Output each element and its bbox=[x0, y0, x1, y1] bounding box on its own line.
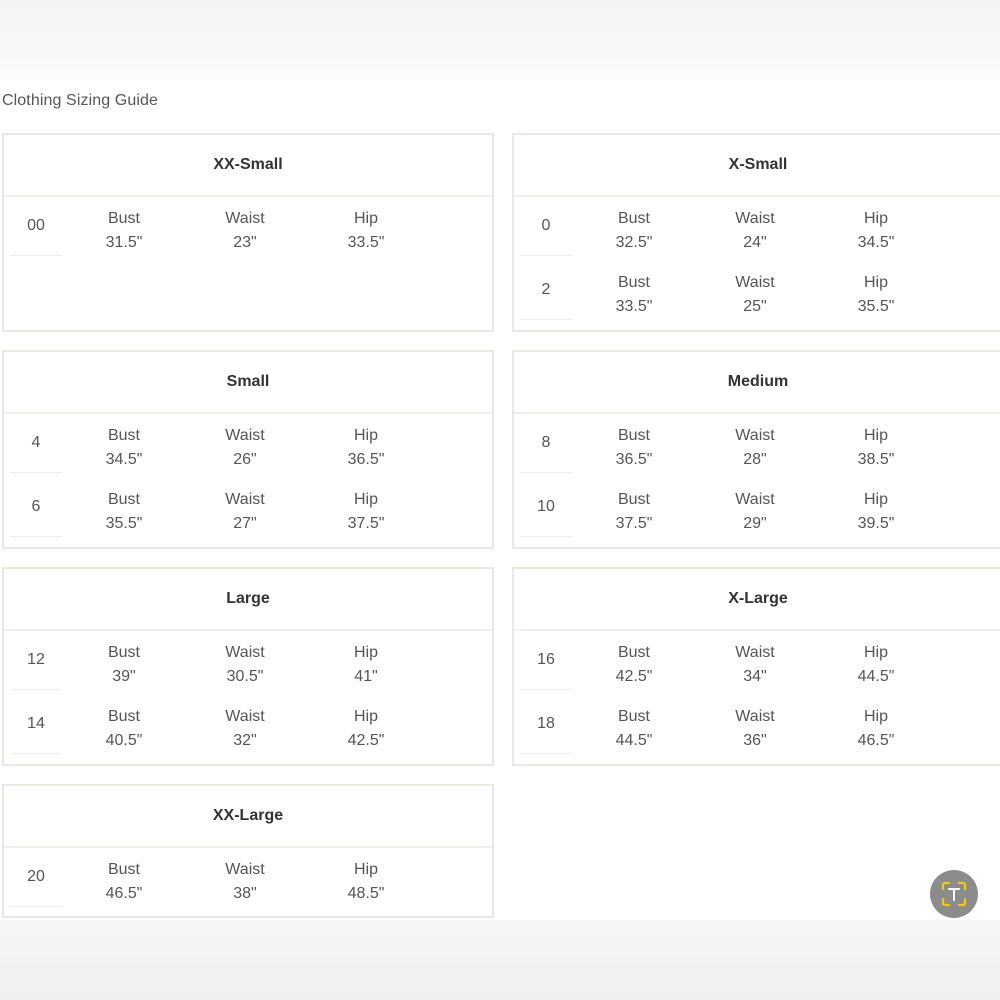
hip-label: Hip bbox=[863, 644, 888, 661]
waist-measurement bbox=[710, 424, 800, 472]
hip-measurement bbox=[321, 207, 411, 255]
hip-label: Hip bbox=[353, 708, 378, 725]
hip-label: Hip bbox=[353, 644, 378, 661]
waist-label: Waist bbox=[225, 427, 265, 444]
hip-measurement bbox=[831, 641, 921, 689]
bust-value: 40.5" bbox=[105, 732, 143, 749]
bust-label: Bust bbox=[107, 708, 140, 725]
size-row bbox=[4, 631, 492, 695]
hip-value: 37.5" bbox=[347, 515, 385, 532]
waist-value: 27" bbox=[233, 515, 257, 532]
size-number: 18 bbox=[520, 695, 572, 754]
bust-value: 36.5" bbox=[615, 451, 653, 468]
hip-value: 41" bbox=[354, 668, 378, 685]
waist-label: Waist bbox=[735, 708, 775, 725]
hip-measurement bbox=[831, 207, 921, 255]
bust-label: Bust bbox=[617, 708, 650, 725]
waist-value: 25" bbox=[743, 298, 767, 315]
bust-measurement bbox=[589, 271, 679, 319]
size-row bbox=[4, 848, 492, 912]
size-number: 6 bbox=[10, 478, 62, 537]
bust-measurement bbox=[589, 705, 679, 753]
hip-measurement bbox=[831, 488, 921, 536]
size-row bbox=[4, 197, 492, 261]
bust-label: Bust bbox=[107, 861, 140, 878]
card-title: Large bbox=[4, 569, 492, 631]
text-scan-icon bbox=[940, 880, 968, 908]
waist-measurement bbox=[710, 641, 800, 689]
bust-label: Bust bbox=[107, 210, 140, 227]
hip-label: Hip bbox=[353, 427, 378, 444]
waist-label: Waist bbox=[735, 210, 775, 227]
hip-label: Hip bbox=[863, 427, 888, 444]
bust-label: Bust bbox=[617, 210, 650, 227]
size-row bbox=[514, 695, 1000, 759]
bust-value: 44.5" bbox=[615, 732, 653, 749]
size-number: 14 bbox=[10, 695, 62, 754]
bust-value: 42.5" bbox=[615, 668, 653, 685]
waist-label: Waist bbox=[225, 644, 265, 661]
size-row bbox=[514, 414, 1000, 478]
size-number: 8 bbox=[520, 414, 572, 473]
card-title: XX-Small bbox=[4, 135, 492, 197]
size-number: 2 bbox=[520, 261, 572, 320]
waist-measurement bbox=[200, 207, 290, 255]
bust-measurement bbox=[589, 424, 679, 472]
size-row bbox=[514, 197, 1000, 261]
hip-value: 34.5" bbox=[857, 234, 895, 251]
hip-measurement bbox=[831, 424, 921, 472]
bust-value: 32.5" bbox=[615, 234, 653, 251]
card-title: XX-Large bbox=[4, 786, 492, 848]
waist-label: Waist bbox=[225, 708, 265, 725]
size-card-xx-large bbox=[2, 784, 494, 918]
hip-label: Hip bbox=[863, 210, 888, 227]
size-number: 00 bbox=[10, 197, 62, 256]
hip-value: 44.5" bbox=[857, 668, 895, 685]
size-number: 16 bbox=[520, 631, 572, 690]
bust-label: Bust bbox=[617, 644, 650, 661]
waist-value: 24" bbox=[743, 234, 767, 251]
bust-value: 35.5" bbox=[105, 515, 143, 532]
waist-label: Waist bbox=[225, 491, 265, 508]
hip-value: 36.5" bbox=[347, 451, 385, 468]
size-row bbox=[514, 478, 1000, 542]
bust-value: 34.5" bbox=[105, 451, 143, 468]
size-card-xx-small bbox=[2, 133, 494, 332]
waist-measurement bbox=[200, 705, 290, 753]
waist-label: Waist bbox=[225, 210, 265, 227]
hip-measurement bbox=[321, 424, 411, 472]
hip-label: Hip bbox=[353, 861, 378, 878]
waist-label: Waist bbox=[735, 491, 775, 508]
bust-label: Bust bbox=[107, 644, 140, 661]
hip-label: Hip bbox=[353, 210, 378, 227]
size-row bbox=[4, 695, 492, 759]
size-card-x-small bbox=[512, 133, 1000, 332]
size-card-large bbox=[2, 567, 494, 766]
waist-value: 29" bbox=[743, 515, 767, 532]
hip-value: 35.5" bbox=[857, 298, 895, 315]
waist-label: Waist bbox=[735, 427, 775, 444]
bottom-background bbox=[0, 920, 1000, 1000]
hip-label: Hip bbox=[863, 708, 888, 725]
bust-measurement bbox=[79, 207, 169, 255]
waist-value: 32" bbox=[233, 732, 257, 749]
bust-value: 46.5" bbox=[105, 885, 143, 902]
size-row bbox=[514, 261, 1000, 325]
text-scan-button[interactable] bbox=[930, 870, 978, 918]
waist-label: Waist bbox=[735, 644, 775, 661]
size-number: 4 bbox=[10, 414, 62, 473]
size-number: 0 bbox=[520, 197, 572, 256]
bust-value: 31.5" bbox=[105, 234, 143, 251]
bust-label: Bust bbox=[617, 491, 650, 508]
waist-label: Waist bbox=[225, 861, 265, 878]
hip-measurement bbox=[831, 271, 921, 319]
bust-measurement bbox=[79, 488, 169, 536]
bust-measurement bbox=[79, 705, 169, 753]
hip-measurement bbox=[321, 858, 411, 906]
waist-measurement bbox=[710, 271, 800, 319]
bust-measurement bbox=[589, 488, 679, 536]
card-title: X-Small bbox=[514, 135, 1000, 197]
bust-label: Bust bbox=[107, 427, 140, 444]
waist-value: 36" bbox=[743, 732, 767, 749]
size-row bbox=[4, 414, 492, 478]
waist-value: 38" bbox=[233, 885, 257, 902]
bust-value: 37.5" bbox=[615, 515, 653, 532]
waist-measurement bbox=[200, 641, 290, 689]
hip-label: Hip bbox=[863, 274, 888, 291]
waist-value: 26" bbox=[233, 451, 257, 468]
size-number: 12 bbox=[10, 631, 62, 690]
waist-measurement bbox=[710, 488, 800, 536]
bust-measurement bbox=[589, 207, 679, 255]
waist-measurement bbox=[200, 424, 290, 472]
hip-value: 46.5" bbox=[857, 732, 895, 749]
waist-measurement bbox=[200, 858, 290, 906]
bust-value: 39" bbox=[112, 668, 136, 685]
waist-label: Waist bbox=[735, 274, 775, 291]
waist-measurement bbox=[710, 705, 800, 753]
waist-measurement bbox=[710, 207, 800, 255]
size-number: 20 bbox=[10, 848, 62, 907]
bust-label: Bust bbox=[617, 427, 650, 444]
size-card-x-large bbox=[512, 567, 1000, 766]
hip-label: Hip bbox=[353, 491, 378, 508]
size-row bbox=[4, 478, 492, 542]
waist-value: 34" bbox=[743, 668, 767, 685]
bust-measurement bbox=[79, 858, 169, 906]
card-title: Medium bbox=[514, 352, 1000, 414]
waist-value: 30.5" bbox=[226, 668, 264, 685]
bust-measurement bbox=[79, 641, 169, 689]
bust-measurement bbox=[79, 424, 169, 472]
hip-value: 33.5" bbox=[347, 234, 385, 251]
card-title: Small bbox=[4, 352, 492, 414]
size-card-small bbox=[2, 350, 494, 549]
waist-measurement bbox=[200, 488, 290, 536]
bust-label: Bust bbox=[107, 491, 140, 508]
bust-label: Bust bbox=[617, 274, 650, 291]
page-title: Clothing Sizing Guide bbox=[2, 92, 158, 109]
size-row bbox=[514, 631, 1000, 695]
hip-measurement bbox=[321, 641, 411, 689]
hip-value: 48.5" bbox=[347, 885, 385, 902]
hip-measurement bbox=[321, 705, 411, 753]
size-number: 10 bbox=[520, 478, 572, 537]
bust-value: 33.5" bbox=[615, 298, 653, 315]
waist-value: 28" bbox=[743, 451, 767, 468]
hip-measurement bbox=[831, 705, 921, 753]
waist-value: 23" bbox=[233, 234, 257, 251]
card-title: X-Large bbox=[514, 569, 1000, 631]
bust-measurement bbox=[589, 641, 679, 689]
hip-value: 42.5" bbox=[347, 732, 385, 749]
size-card-medium bbox=[512, 350, 1000, 549]
hip-value: 38.5" bbox=[857, 451, 895, 468]
hip-measurement bbox=[321, 488, 411, 536]
top-background bbox=[0, 0, 1000, 80]
hip-value: 39.5" bbox=[857, 515, 895, 532]
hip-label: Hip bbox=[863, 491, 888, 508]
